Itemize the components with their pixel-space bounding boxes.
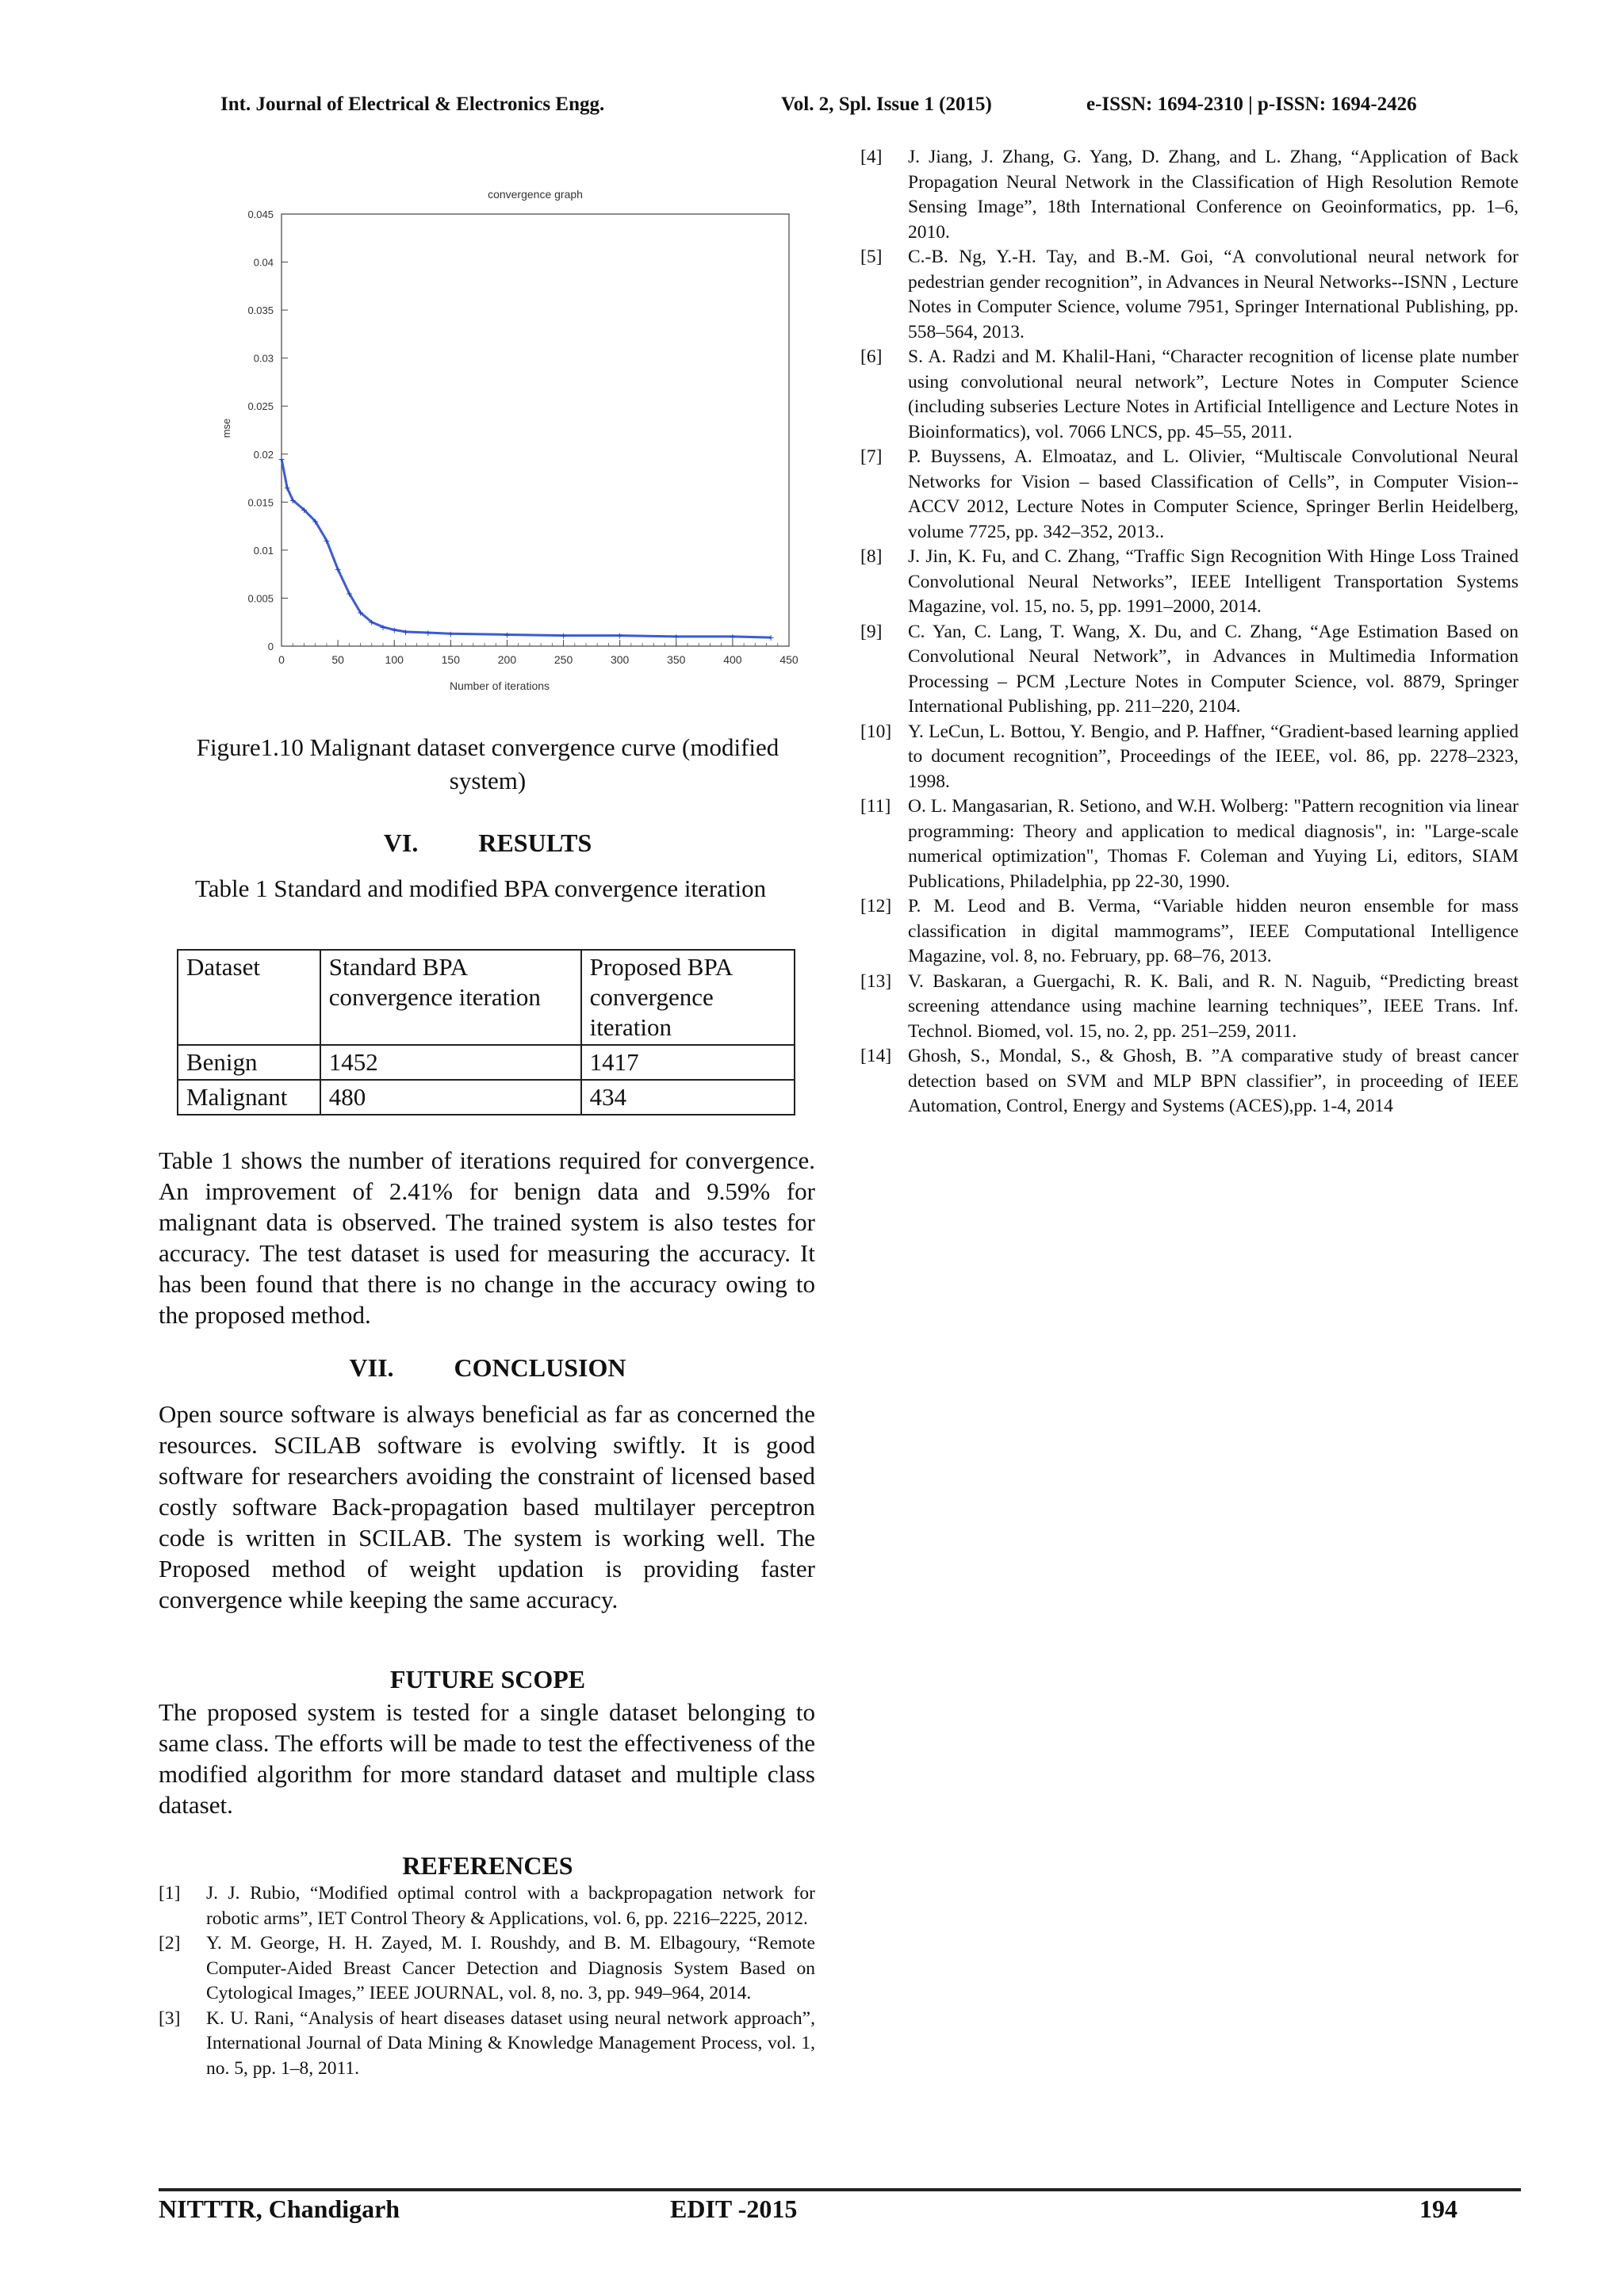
results-paragraph: Table 1 shows the number of iterations required for convergence. An improvement of 2.41% for benign data and 9.59% for malignant data is observed. The trained system is also testes for accuracy. The test dataset is used for measuring the accuracy. It has been found that there is no change in the accuracy owing to the proposed method. [159,1146,815,1329]
conclusion-heading-number: VII. [349,1353,394,1382]
reference-text: P. M. Leod and B. Verma, “Variable hidden neuron ensemble for mass classification in digital mammograms”, IEEE Computational Intelligence Magazine, vol. 8, no. February, pp. 68–76, 2013. [908,896,1519,966]
chart-data-point: + [503,629,511,641]
results-heading-number: VI. [383,828,419,857]
chart-plot-frame [282,214,789,646]
chart-y-tick-label: 0.03 [253,352,274,365]
reference-text: P. Buyssens, A. Elmoataz, and L. Olivier, “Multiscale Convolutional Neural Networks for Vision – based Classification of Cells”, in Computer Vision--ACCV 2012, Lecture Notes in Computer Science, Springer Berlin Heidelberg, volume 7725, pp. 342–352, 2013.. [908,446,1519,542]
chart-data-point: + [368,617,376,628]
footer-conference: EDIT -2015 [670,2195,798,2223]
reference-number: [10] [860,721,892,742]
reference-item [860,145,1519,245]
conclusion-paragraph: Open source software is always beneficial as far as concerned the resources. SCILAB software is evolving swiftly. It is good software for researchers avoiding the constraint of licensed based costly software Back-propagation based multilayer perceptron code is written in SCILAB. The system is working well. The Proposed method of weight updation is providing faster convergence while keeping the same accuracy. [159,1400,815,1613]
chart-data-point: + [356,607,365,618]
chart-data-point: + [401,626,410,637]
chart-x-label: Number of iterations [449,679,550,692]
reference-number: [1] [159,1883,181,1904]
chart-data-point: + [559,630,568,641]
journal-volume: Vol. 2, Spl. Issue 1 (2015) [781,94,992,115]
chart-x-tick-label: 450 [779,653,799,666]
chart-data-point: + [345,588,353,599]
reference-number: [11] [860,796,891,817]
chart-x-tick-label: 150 [441,653,461,666]
footer-page-number: 194 [1419,2195,1457,2223]
reference-number: [9] [860,621,883,642]
reference-text: K. U. Rani, “Analysis of heart diseases dataset using neural network approach”, International Journal of Data Mining & Knowledge Management Process, vol. 1, no. 5, pp. 1–8, 2011. [206,2007,815,2079]
chart-data-point: + [616,630,624,641]
reference-number: [12] [860,896,892,916]
chart-data-point: + [767,633,775,644]
conclusion-heading [159,1353,817,1383]
reference-item [860,545,1519,620]
chart-x-tick-label: 400 [723,653,742,666]
references-right-column [860,145,1519,1119]
chart-x-tick-label: 350 [667,653,686,666]
chart-x-tick-label: 200 [497,653,517,666]
reference-text: J. Jiang, J. Zhang, G. Yang, D. Zhang, and L. Zhang, “Application of Back Propagation Neural Network in the Classification of High Resolution Remote Sensing Image”, 18th International Conference on Geoinformatics, pp. 1–6, 2010. [908,147,1519,243]
table-row [178,1045,795,1080]
reference-text: V. Baskaran, a Guergachi, R. K. Bali, and R. N. Naguib, “Predicting breast screening attendance using machine learning techniques”, IEEE Trans. Inf. Technol. Biomed, vol. 15, no. 2, pp. 251–259, 2011. [908,970,1519,1042]
reference-number: [5] [860,247,883,267]
future-scope-paragraph: The proposed system is tested for a single dataset belonging to same class. The efforts will be made to test the effectiveness of the modified algorithm for more standard dataset and multiple class dataset. [159,1698,815,1819]
results-heading-text: RESULTS [478,828,592,857]
chart-x-tick-label: 300 [610,653,630,666]
table-header-cell: Standard BPA convergence iteration [320,950,581,1045]
reference-item [860,345,1519,445]
chart-x-tick-label: 100 [385,653,404,666]
reference-text: C.-B. Ng, Y.-H. Tay, and B.-M. Goi, “A convolutional neural network for pedestrian gender recognition”, in Advances in Neural Networks--ISNN , Lecture Notes in Computer Science, volume 7951, Springer International Publishing, pp. 558–564, 2013. [908,247,1519,342]
convergence-chart [202,178,821,706]
chart-data-point: + [323,535,331,546]
table-cell: Benign [178,1045,320,1080]
table-header-row [178,950,795,1045]
reference-item [860,620,1519,720]
reference-item [860,970,1519,1045]
chart-data-point: + [390,625,398,636]
chart-y-tick-label: 0.025 [247,400,274,413]
chart-y-tick-label: 0.04 [253,256,274,269]
reference-number: [4] [860,147,883,167]
reference-number: [3] [159,2007,181,2029]
reference-number: [2] [159,1933,181,1954]
chart-y-tick-label: 0.035 [247,304,274,317]
chart-y-tick-label: 0.02 [253,448,274,461]
reference-item [860,445,1519,545]
reference-item [860,245,1519,345]
reference-item [860,1044,1519,1119]
reference-text: C. Yan, C. Lang, T. Wang, X. Du, and C. Zhang, “Age Estimation Based on Convolutional Neural Network”, in Advances in Multimedia Information Processing – PCM ,Lecture Notes in Computer Science, vol. 8879, Springer International Publishing, pp. 211–220, 2104. [908,621,1519,717]
results-heading [159,828,817,858]
chart-y-tick-label: 0.015 [247,496,274,509]
chart-x-tick-label: 250 [553,653,573,666]
chart-y-tick-label: 0.005 [247,592,274,605]
journal-title: Int. Journal of Electrical & Electronics Engg. [220,94,605,115]
references-left-column [159,1881,815,2081]
chart-y-tick-label: 0 [267,641,274,652]
reference-item [860,794,1519,894]
journal-issn: e-ISSN: 1694-2310 | p-ISSN: 1694-2426 [1086,94,1417,115]
chart-series-line [282,459,771,640]
reference-number: [13] [860,970,892,992]
results-table [177,949,795,1115]
chart-data-point: + [729,631,737,642]
chart-x-tick-label: 0 [278,653,285,666]
future-scope-heading: FUTURE SCOPE [389,1665,586,1693]
table-header-cell: Proposed BPA convergence iteration [581,950,795,1045]
table-cell: 1452 [320,1045,581,1080]
chart-data-point: + [672,631,680,642]
footer-rule [159,2188,1521,2191]
footer-institution: NITTTR, Chandigarh [159,2195,400,2223]
reference-item [860,894,1519,970]
table-header-cell: Dataset [178,950,320,1045]
table-cell: 1417 [581,1045,795,1080]
chart-data-point: + [278,453,285,465]
reference-item [159,1931,815,2007]
reference-item [159,1881,815,1931]
chart-data-point: + [283,483,291,494]
reference-number: [7] [860,446,883,467]
table-cell: 434 [581,1080,795,1115]
reference-number: [8] [860,546,883,567]
chart-data-point: + [289,495,297,506]
table-caption: Table 1 Standard and modified BPA convergence iteration [195,874,767,902]
reference-text: Y. M. George, H. H. Zayed, M. I. Roushdy, and B. M. Elbagoury, “Remote Computer-Aided Breast Cancer Detection and Diagnosis System Based on Cytological Images,” IEEE JOURNAL, vol. 8, no. 3, pp. 949–964, 2014. [206,1933,815,2003]
reference-text: J. Jin, K. Fu, and C. Zhang, “Traffic Sign Recognition With Hinge Loss Trained Convolutional Neural Networks”, IEEE Intelligent Transportation Systems Magazine, vol. 15, no. 5, pp. 1991–2000, 2014. [908,546,1519,617]
reference-text: Ghosh, S., Mondal, S., & Ghosh, B. ”A comparative study of breast cancer detection based on SVM and MLP BPN classifier”, in proceeding of IEEE Automation, Control, Energy and Systems (ACES),pp. 1-4, 2014 [908,1046,1519,1116]
chart-y-label: mse [220,418,232,438]
reference-text: O. L. Mangasarian, R. Setiono, and W.H. Wolberg: "Pattern recognition via linear programming: Theory and application to medical diagnosis", in: "Large-scale numerical optimization", Thomas F. Coleman and Yuying Li, editors, SIAM Publications, Philadelphia, pp 22-30, 1990. [908,796,1519,892]
chart-data-point: + [312,516,320,527]
chart-x-tick-label: 50 [331,653,344,666]
figure-caption: Figure1.10 Malignant dataset convergence curve (modified system) [196,733,779,794]
chart-y-tick-label: 0.045 [247,209,274,220]
chart-title: convergence graph [488,188,583,201]
reference-number: [14] [860,1046,892,1066]
conclusion-heading-text: CONCLUSION [454,1353,626,1382]
chart-data-point: + [300,505,308,516]
chart-y-tick-label: 0.01 [253,544,274,557]
table-row [178,1080,795,1115]
table-cell: Malignant [178,1080,320,1115]
chart-data-point: + [334,564,342,576]
table-cell: 480 [320,1080,581,1115]
chart-data-point: + [424,628,432,639]
reference-number: [6] [860,346,883,367]
references-heading: REFERENCES [402,1851,573,1880]
chart-data-point: + [379,622,387,633]
reference-text: S. A. Radzi and M. Khalil-Hani, “Character recognition of license plate number using convolutional neural network”, Lecture Notes in Computer Science (including subseries Lecture Notes in Artificial Intelligence and Lecture Notes in Bioinformatics), vol. 7066 LNCS, pp. 45–55, 2011. [908,346,1519,442]
chart-data-point: + [446,629,454,640]
reference-text: Y. LeCun, L. Bottou, Y. Bengio, and P. Haffner, “Gradient-based learning applied to document recognition”, Proceedings of the IEEE, vol. 86, pp. 2278–2323, 1998. [908,721,1519,792]
reference-text: J. J. Rubio, “Modified optimal control with a backpropagation network for robotic arms”, IET Control Theory & Applications, vol. 6, pp. 2216–2225, 2012. [206,1883,815,1929]
reference-item [860,720,1519,795]
reference-item [159,2007,815,2082]
